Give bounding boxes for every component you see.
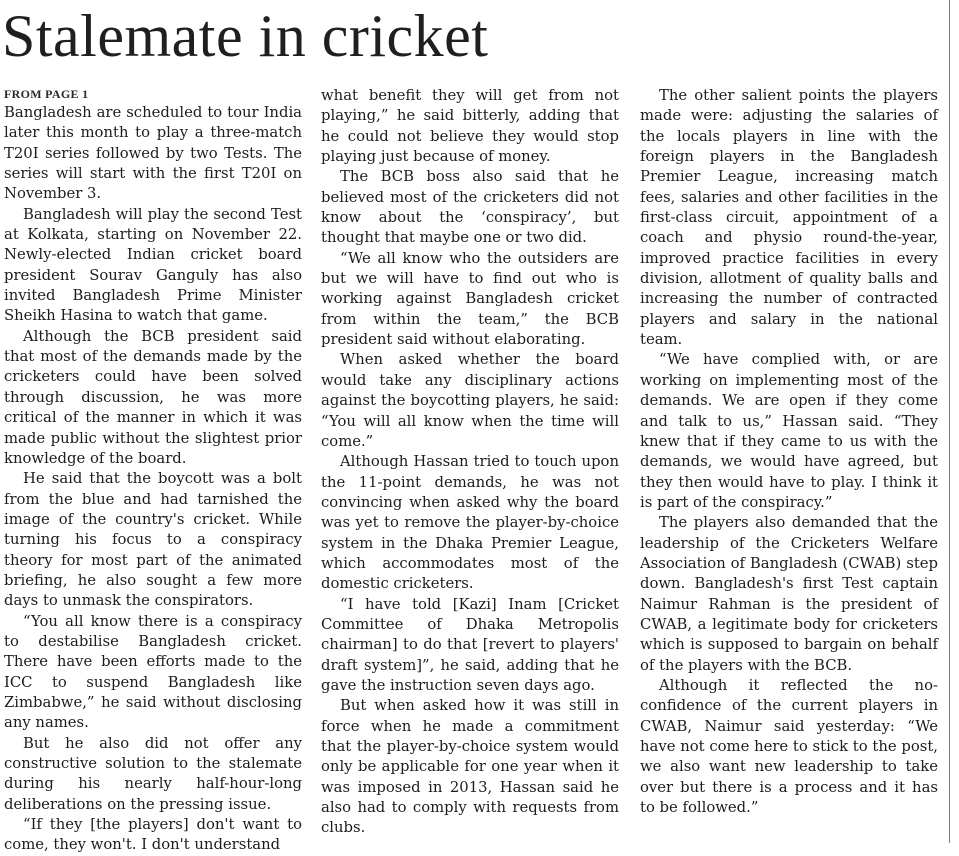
paragraph: Bangladesh will play the second Test at Kolkata, starting on November 22. Newly-elected Indian cricket board president Sourav Ganguly has also invited Bangladesh Prime Minister Sheikh Hasina to watch that game. — [4, 205, 302, 325]
paragraph: “I have told [Kazi] Inam [Cricket Committee of Dhaka Metropolis chairman] to do that [revert to players' draft system]”, he said, adding that he gave the instruction seven days ago. — [321, 595, 619, 694]
paragraph: Although Hassan tried to touch upon the 11-point demands, he was not convincing when asked why the board was yet to remove the player-by-choice system in the Dhaka Premier League, which accommodates most of the domestic cricketers. — [321, 453, 619, 593]
paragraph: Bangladesh are scheduled to tour India later this month to play a three-match T20I series followed by two Tests. The series will start with the first T20I on November 3. — [4, 104, 302, 203]
paragraph: The BCB boss also said that he believed most of the cricketers did not know about the ‘conspiracy’, but thought that maybe one or two did. — [321, 168, 619, 247]
column-rule — [949, 0, 950, 843]
article-column-3 — [640, 86, 938, 818]
paragraph: But when asked how it was still in force when he made a commitment that the player-by-choice system would only be applicable for one year when it was imposed in 2013, Hassan said he also had to comply with requests from clubs. — [321, 697, 619, 837]
article-column-2 — [321, 86, 619, 839]
paragraph: “You all know there is a conspiracy to destabilise Bangladesh cricket. There have been efforts made to the ICC to suspend Bangladesh like Zimbabwe,” he said without disclosing any names. — [4, 612, 302, 732]
paragraph: Although the BCB president said that most of the demands made by the cricketers could have been solved through discussion, he was more critical of the manner in which it was made public without the slightest prior knowledge of the board. — [4, 327, 302, 467]
paragraph: Although it reflected the no-confidence of the current players in CWAB, Naimur said yesterday: “We have not come here to stick to the post, we also want new leadership to take over but there is a process and it has to be followed.” — [640, 676, 938, 817]
paragraph: He said that the boycott was a bolt from the blue and had tarnished the image of the country's cricket. While turning his focus to a conspiracy theory for most part of the animated briefing, he also sought a few more days to unmask the conspirators. — [4, 470, 302, 610]
paragraph: “If they [the players] don't want to come, they won't. I don't understand — [4, 816, 302, 854]
paragraph: The other salient points the players made were: adjusting the salaries of the locals players in line with the foreign players in the Bangladesh Premier League, increasing match fees, salaries and other facilities in the first-class circuit, appointment of a coach and physio round-the-year, improved practice facilities in every division, allotment of quality balls and increasing the number of contracted players and salary in the national team. — [640, 87, 938, 349]
paragraph: “We all know who the outsiders are but we will have to find out who is working against Bangladesh cricket from within the team,” the BCB president said without elaborating. — [321, 249, 619, 349]
paragraph: When asked whether the board would take any disciplinary actions against the boycotting players, he said: “You will all know when the time will come.” — [321, 351, 619, 450]
paragraph: what benefit they will get from not playing,” he said bitterly, adding that he could not believe they would stop playing just because of money. — [321, 87, 619, 166]
paragraph: But he also did not offer any constructive solution to the stalemate during his nearly half-hour-long deliberations on the pressing issue. — [4, 734, 302, 813]
headline: Stalemate in cricket — [2, 3, 489, 69]
article-column-1 — [4, 86, 302, 856]
paragraph: The players also demanded that the leadership of the Cricketers Welfare Association of Bangladesh (CWAB) step down. Bangladesh's first Test captain Naimur Rahman is the president of CWAB, a legitimate body for cricketers which is supposed to bargain on behalf of the players with the BCB. — [640, 514, 938, 674]
kicker: FROM PAGE 1 — [4, 87, 89, 101]
paragraph: “We have complied with, or are working on implementing most of the demands. We are open if they come and talk to us,” Hassan said. “They knew that if they came to us with the demands, we would have agreed, but they then would have to play. I think it is part of the conspiracy.” — [640, 351, 938, 511]
